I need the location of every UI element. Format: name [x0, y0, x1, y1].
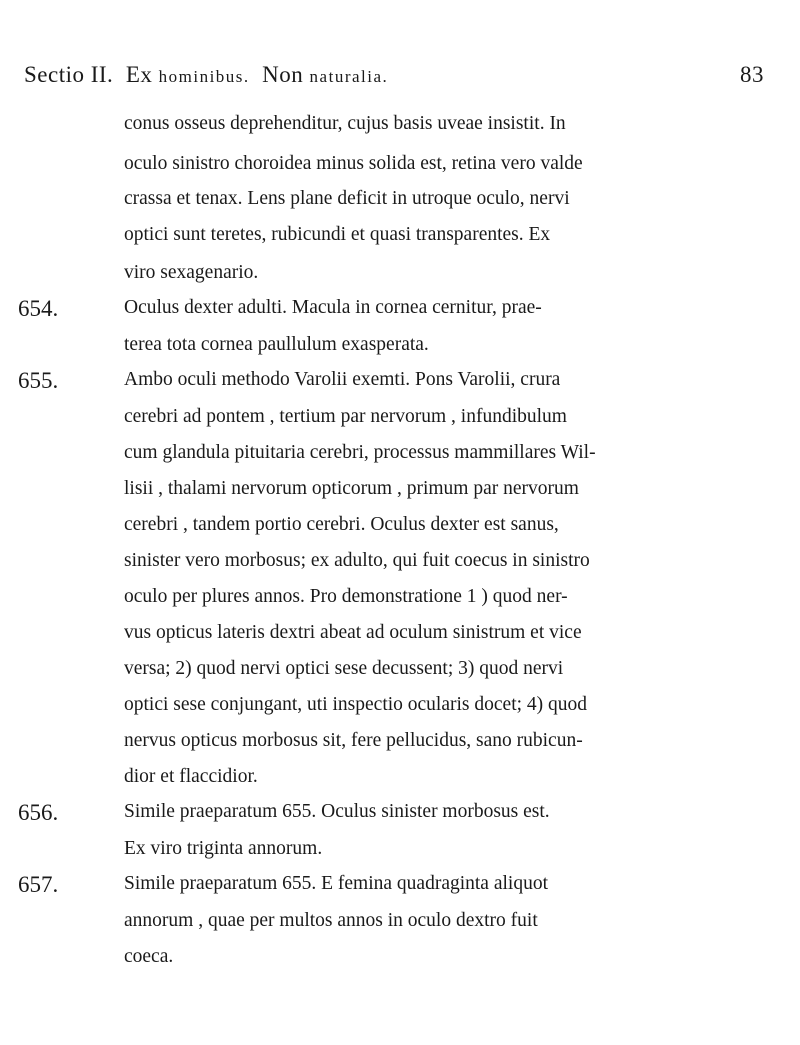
entry-number-657: 657. — [18, 872, 59, 897]
page-number: 83 — [740, 62, 764, 87]
text-line: conus osseus deprehenditur, cujus basis uveae insistit. In — [124, 113, 566, 134]
entry-number-656: 656. — [18, 800, 59, 825]
text-line: cerebri , tandem portio cerebri. Oculus dexter est sanus, — [124, 514, 559, 535]
text-line: dior et flaccidior. — [124, 766, 258, 787]
header-sectio: Sectio II. — [24, 62, 114, 87]
text-line: cum glandula pituitaria cerebri, processus mammillares Wil- — [124, 442, 596, 463]
header-ex: Ex — [125, 62, 153, 87]
text-line: viro sexagenario. — [124, 262, 259, 283]
text-line: Ex viro triginta annorum. — [124, 838, 323, 859]
text-line: coeca. — [124, 946, 174, 967]
text-line: sinister vero morbosus; ex adulto, qui fuit coecus in sinistro — [124, 550, 590, 571]
text-line: Ambo oculi methodo Varolii exemti. Pons Varolii, crura — [124, 369, 561, 390]
text-line: cerebri ad pontem , tertium par nervorum , infundibulum — [124, 406, 567, 427]
header-hominibus: hominibus. — [158, 67, 250, 86]
header-non: Non — [262, 62, 304, 87]
section-title — [24, 62, 388, 88]
text-line: terea tota cornea paullulum exasperata. — [124, 334, 429, 355]
running-header — [24, 62, 764, 94]
text-line: lisii , thalami nervorum opticorum , primum par nervorum — [124, 478, 579, 499]
text-line: optici sese conjungant, uti inspectio ocularis docet; 4) quod — [124, 694, 588, 715]
text-line: oculo sinistro choroidea minus solida est, retina vero valde — [124, 153, 583, 174]
text-line: vus opticus lateris dextri abeat ad oculum sinistrum et vice — [124, 622, 582, 643]
text-line: Simile praeparatum 655. E femina quadraginta aliquot — [124, 873, 548, 894]
text-line: versa; 2) quod nervi optici sese decussent; 3) quod nervi — [124, 658, 564, 679]
text-line: optici sunt teretes, rubicundi et quasi transparentes. Ex — [124, 224, 551, 245]
text-line: oculo per plures annos. Pro demonstratione 1 ) quod ner- — [124, 586, 568, 607]
text-line: Oculus dexter adulti. Macula in cornea cernitur, prae- — [124, 297, 542, 318]
text-line: annorum , quae per multos annos in oculo dextro fuit — [124, 910, 538, 931]
entry-number-655: 655. — [18, 368, 59, 393]
entry-number-654: 654. — [18, 296, 59, 321]
header-naturalia: naturalia. — [309, 67, 389, 86]
text-line: crassa et tenax. Lens plane deficit in utroque oculo, nervi — [124, 188, 570, 209]
text-line: Simile praeparatum 655. Oculus sinister morbosus est. — [124, 801, 550, 822]
text-line: nervus opticus morbosus sit, fere pellucidus, sano rubicun- — [124, 730, 583, 751]
